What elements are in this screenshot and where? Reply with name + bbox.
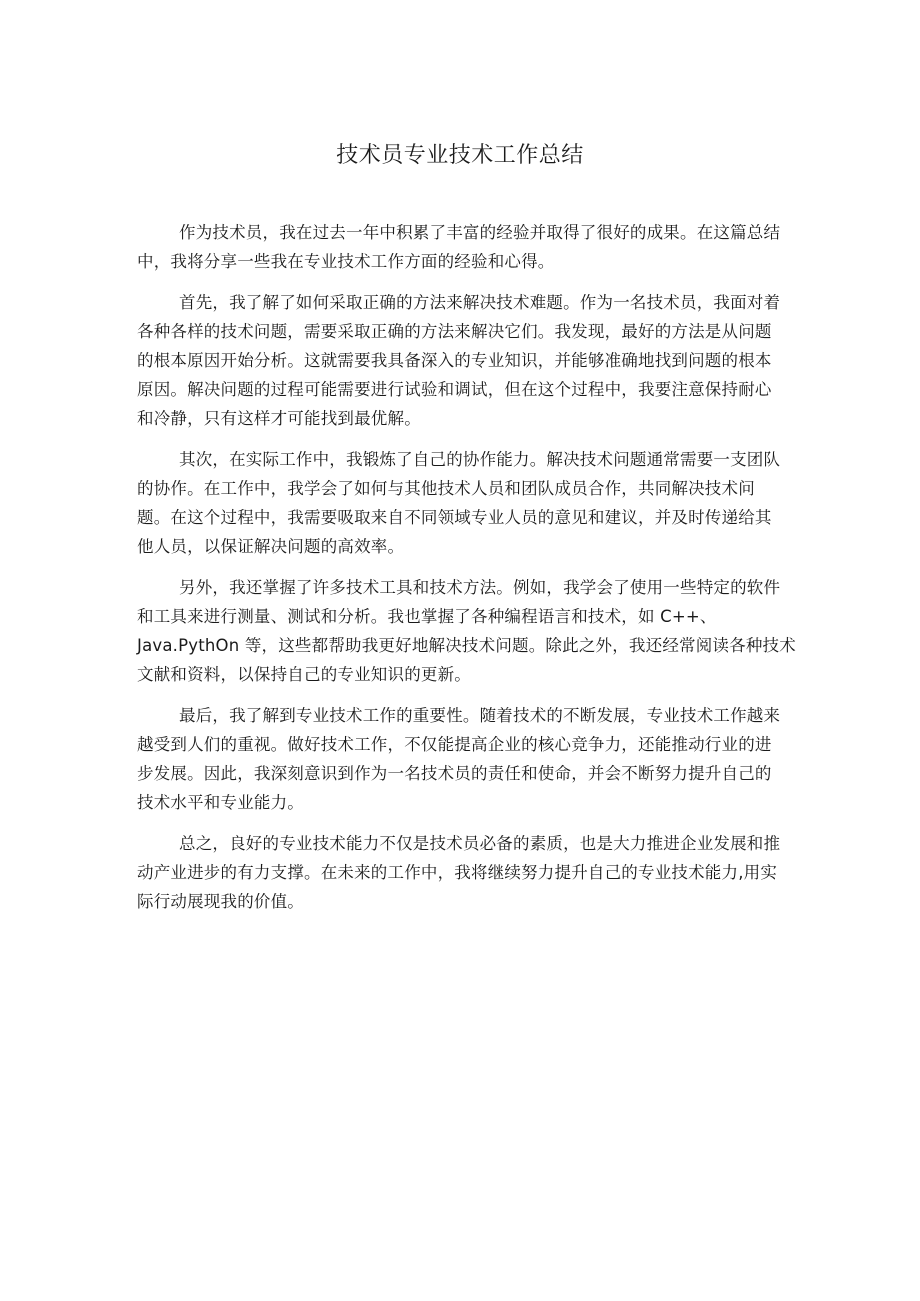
paragraph-line: 和冷静，只有这样才可能找到最优解。 (137, 409, 421, 428)
paragraph-line: 总之，良好的专业技术能力不仅是技术员必备的素质，也是大力推进企业发展和推 (179, 834, 781, 853)
paragraph-line: Java.PythOn 等，这些都帮助我更好地解决技术问题。除此之外，我还经常阅读各种技术 (137, 636, 796, 655)
paragraph-problem-solving (137, 288, 797, 433)
paragraph-line: 首先，我了解了如何采取正确的方法来解决技术难题。作为一名技术员，我面对着 (179, 293, 781, 312)
paragraph-line: 其次，在实际工作中，我锻炼了自己的协作能力。解决技术问题通常需要一支团队 (179, 450, 781, 469)
paragraph-line: 越受到人们的重视。做好技术工作，不仅能提高企业的核心竞争力，还能推动行业的进 (137, 735, 772, 754)
paragraph-line: 的协作。在工作中，我学会了如何与其他技术人员和团队成员合作，共同解决技术问 (137, 479, 755, 498)
paragraph-line: 的根本原因开始分析。这就需要我具备深入的专业知识，并能够准确地找到问题的根本 (137, 351, 772, 370)
paragraph-importance (137, 701, 797, 817)
paragraph-line: 作为技术员，我在过去一年中积累了丰富的经验并取得了很好的成果。在这篇总结 (179, 223, 781, 242)
paragraph-line: 中，我将分享一些我在专业技术工作方面的经验和心得。 (137, 252, 555, 271)
paragraph-line: 原因。解决问题的过程可能需要进行试验和调试，但在这个过程中，我要注意保持耐心 (137, 380, 772, 399)
document-title: 技术员专业技术工作总结 (336, 143, 584, 168)
paragraph-line: 题。在这个过程中，我需要吸取来自不同领域专业人员的意见和建议，并及时传递给其 (137, 508, 772, 527)
paragraph-line: 各种各样的技术问题，需要采取正确的方法来解决它们。我发现，最好的方法是从问题 (137, 322, 772, 341)
paragraph-conclusion (137, 829, 797, 916)
paragraph-line: 际行动展现我的价值。 (137, 892, 304, 911)
paragraph-line: 和工具来进行测量、测试和分析。我也掌握了各种编程语言和技术，如 C++、 (137, 607, 717, 626)
paragraph-collaboration (137, 445, 797, 561)
paragraph-line: 最后，我了解到专业技术工作的重要性。随着技术的不断发展，专业技术工作越来 (179, 706, 781, 725)
paragraph-tools (137, 573, 797, 689)
paragraph-line: 文献和资料，以保持自己的专业知识的更新。 (137, 665, 471, 684)
paragraph-line: 动产业进步的有力支撑。在未来的工作中，我将继续努力提升自己的专业技术能力,用实 (137, 863, 778, 882)
document-body (137, 218, 797, 928)
paragraph-line: 另外，我还掌握了许多技术工具和技术方法。例如，我学会了使用一些特定的软件 (179, 578, 781, 597)
paragraph-intro (137, 218, 797, 276)
paragraph-line: 他人员，以保证解决问题的高效率。 (137, 537, 405, 556)
paragraph-line: 技术水平和专业能力。 (137, 793, 304, 812)
paragraph-line: 步发展。因此，我深刻意识到作为一名技术员的责任和使命，并会不断努力提升自己的 (137, 764, 772, 783)
